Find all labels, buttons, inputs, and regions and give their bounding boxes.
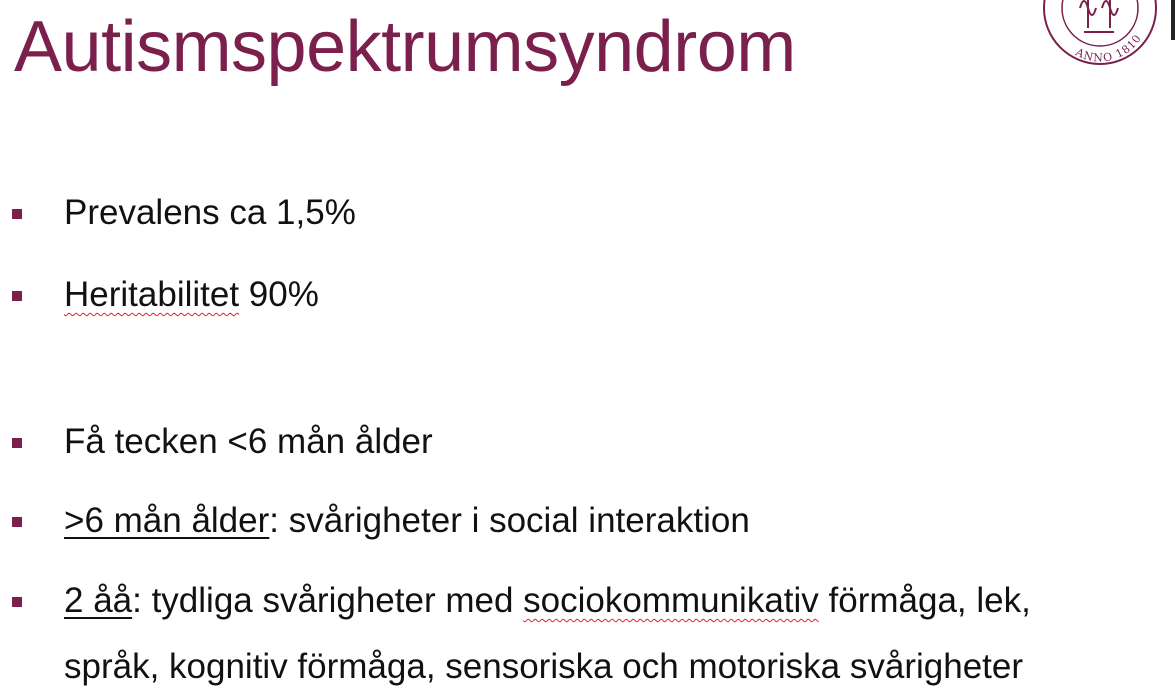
bullet-text-continuation: språk, kognitiv förmåga, sensoriska och motoriska svårigheter — [64, 647, 1024, 686]
svg-text:ANNO 1810 — [1072, 32, 1144, 65]
bullet-text: Heritabilitet 90% — [64, 275, 319, 314]
bullet-text: Prevalens ca 1,5% — [64, 193, 356, 232]
bullet-marker — [12, 438, 22, 448]
spellcheck-word[interactable]: Heritabilitet — [64, 275, 240, 314]
seal-text: ANNO 1810 — [1073, 31, 1145, 65]
bullet-marker — [12, 517, 22, 527]
bullet-text: 2 åå: tydliga svårigheter med sociokommunikativ förmåga, lek, — [64, 581, 1031, 620]
bullet-marker — [12, 209, 22, 219]
bullet-marker — [12, 291, 22, 301]
underlined-lead: 2 åå — [64, 581, 133, 620]
bullet-text: >6 mån ålder: svårigheter i social interaktion — [64, 501, 750, 540]
window-edge — [1171, 0, 1175, 40]
university-seal-logo — [1040, 0, 1160, 68]
bullet-marker — [12, 597, 22, 607]
underlined-lead: >6 mån ålder — [64, 501, 270, 540]
bullet-text: Få tecken <6 mån ålder — [64, 422, 433, 461]
spellcheck-word[interactable]: sociokommunikativ — [523, 581, 819, 620]
slide-title: Autismspektrumsyndrom — [14, 7, 796, 87]
